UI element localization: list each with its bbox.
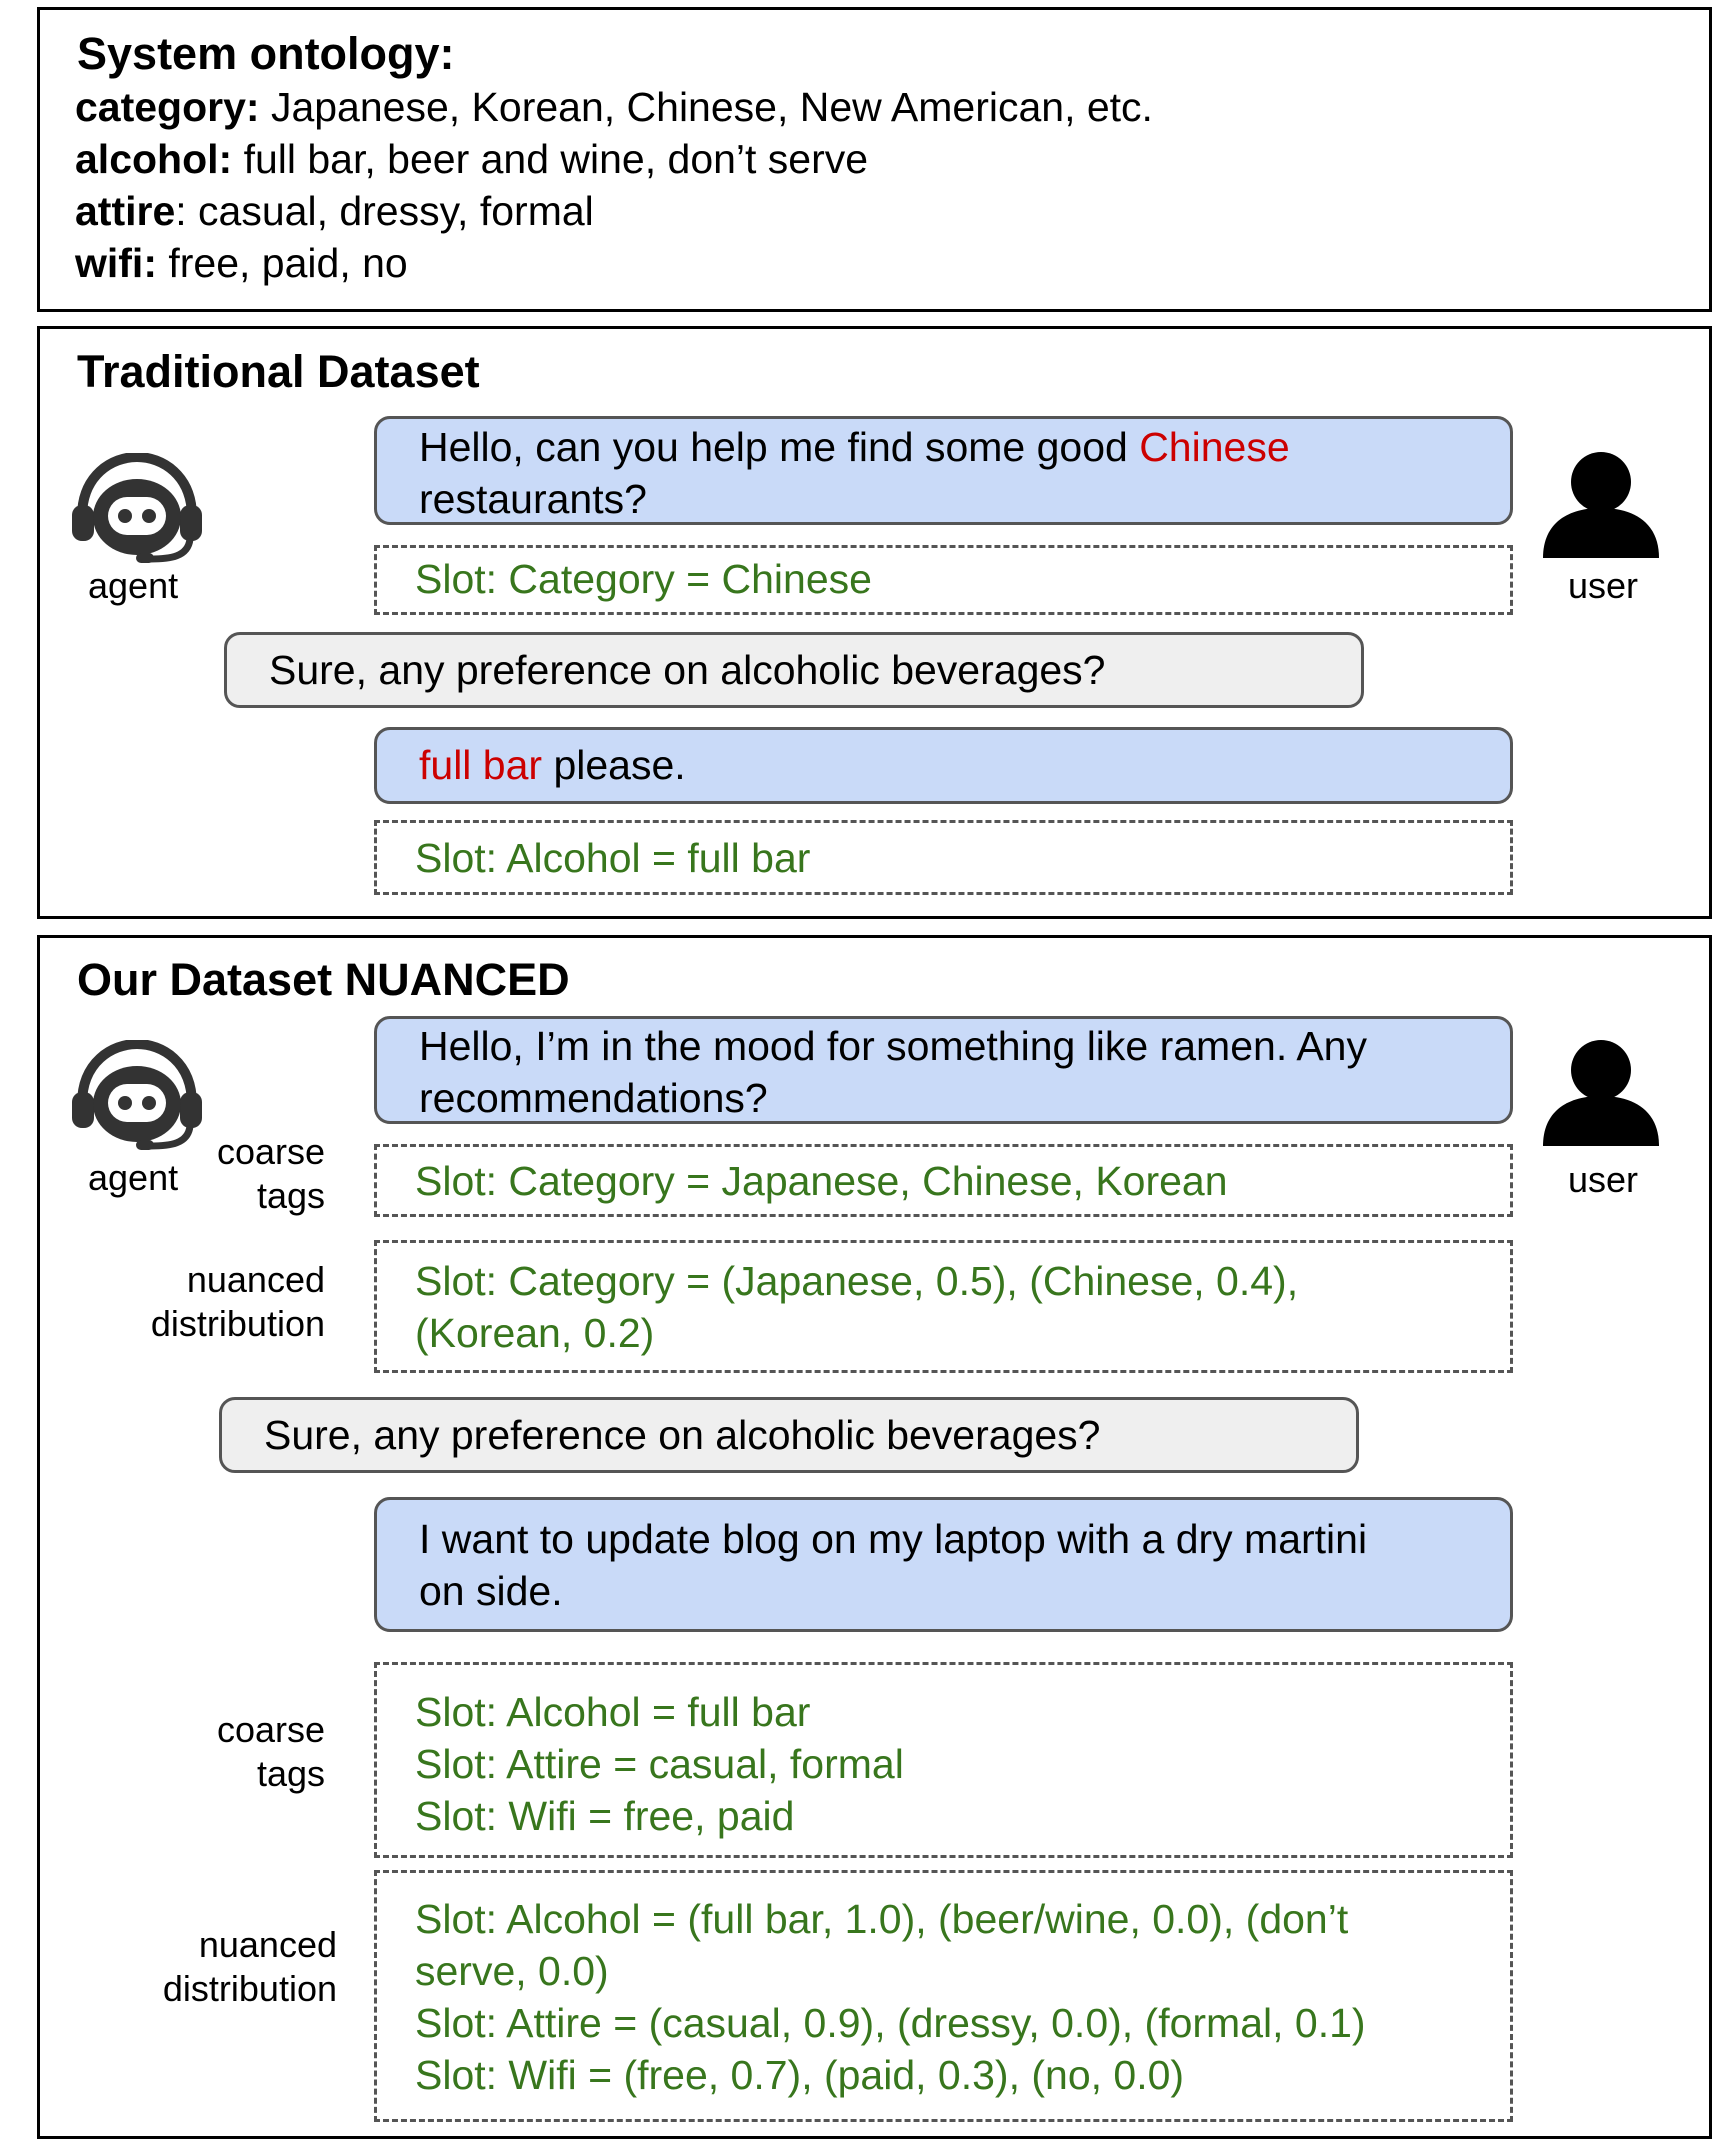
nuanced-user-message-1 bbox=[374, 1016, 1513, 1124]
nuanced-user-message-2 bbox=[374, 1497, 1513, 1632]
traditional-user-message-2 bbox=[374, 727, 1513, 804]
coarse-label-line1: coarse bbox=[216, 1131, 325, 1172]
ontology-alcohol bbox=[75, 133, 868, 185]
coarse-label-line1: coarse bbox=[216, 1709, 325, 1750]
slot-line-alcohol: Slot: Alcohol = (full bar, 1.0), (beer/wine, 0.0), (don’t bbox=[415, 1896, 1349, 1942]
ontology-alcohol-key: alcohol: bbox=[75, 136, 233, 182]
agent-message-text: Sure, any preference on alcoholic beverages? bbox=[269, 647, 1106, 693]
slot-line-attire: Slot: Attire = (casual, 0.9), (dressy, 0.0), (formal, 0.1) bbox=[415, 2000, 1366, 2046]
ontology-attire-value: : casual, dressy, formal bbox=[175, 188, 594, 234]
nuanced-distribution-slot-1 bbox=[374, 1240, 1513, 1373]
nuanced-coarse-slot-2 bbox=[374, 1662, 1513, 1858]
nuanced-label-line1: nuanced bbox=[186, 1259, 325, 1300]
slot-line-1: Slot: Category = (Japanese, 0.5), (Chinese, 0.4), bbox=[415, 1258, 1299, 1304]
slot-line-alcohol: Slot: Alcohol = full bar bbox=[415, 1689, 811, 1735]
nuanced-distribution-slot-2 bbox=[374, 1870, 1513, 2122]
ontology-attire-key: attire bbox=[75, 188, 176, 234]
agent-message-text: Sure, any preference on alcoholic beverages? bbox=[264, 1412, 1101, 1458]
traditional-slot-2 bbox=[374, 820, 1513, 895]
ontology-category-value: Japanese, Korean, Chinese, New American, etc. bbox=[259, 84, 1153, 130]
slot-line-alcohol-cont: serve, 0.0) bbox=[415, 1948, 609, 1994]
nuanced-label-line2: distribution bbox=[162, 1968, 337, 2009]
nuanced-agent-message bbox=[219, 1397, 1359, 1473]
ontology-attire bbox=[75, 185, 594, 237]
nuanced-distribution-label bbox=[163, 1923, 337, 2011]
traditional-agent-message bbox=[224, 632, 1364, 708]
slot-line-attire: Slot: Attire = casual, formal bbox=[415, 1741, 904, 1787]
traditional-user-message-1 bbox=[374, 416, 1513, 525]
message-line-2: recommendations? bbox=[419, 1075, 768, 1121]
robot-agent-icon bbox=[70, 1040, 204, 1152]
message-text: please. bbox=[542, 742, 686, 788]
coarse-tags-label bbox=[217, 1130, 325, 1218]
ontology-wifi bbox=[75, 237, 408, 289]
coarse-tags-label bbox=[217, 1708, 325, 1796]
highlighted-entity: full bar bbox=[419, 742, 543, 788]
ontology-alcohol-value: full bar, beer and wine, don’t serve bbox=[232, 136, 869, 182]
slot-line-wifi: Slot: Wifi = (free, 0.7), (paid, 0.3), (no, 0.0) bbox=[415, 2052, 1185, 2098]
slot-text: Slot: Category = Japanese, Chinese, Korean bbox=[415, 1158, 1228, 1204]
nuanced-distribution-label bbox=[151, 1258, 325, 1346]
ontology-category bbox=[75, 81, 1153, 133]
traditional-user-message-1-line1 bbox=[419, 421, 1510, 473]
slot-line-2: (Korean, 0.2) bbox=[415, 1310, 655, 1356]
slot-line-wifi: Slot: Wifi = free, paid bbox=[415, 1793, 795, 1839]
nuanced-label-line1: nuanced bbox=[198, 1924, 337, 1965]
highlighted-entity: Chinese bbox=[1139, 424, 1290, 470]
ontology-wifi-value: free, paid, no bbox=[156, 240, 408, 286]
ontology-category-key: category: bbox=[75, 84, 260, 130]
nuanced-agent-label: agent bbox=[88, 1157, 179, 1198]
slot-text: Slot: Alcohol = full bar bbox=[415, 835, 811, 881]
nuanced-title: Our Dataset NUANCED bbox=[77, 954, 570, 1005]
traditional-slot-1 bbox=[374, 545, 1513, 615]
robot-agent-icon bbox=[70, 453, 204, 565]
nuanced-coarse-slot-1 bbox=[374, 1144, 1513, 1217]
message-text: Hello, can you help me find some good bbox=[419, 424, 1140, 470]
traditional-agent-label: agent bbox=[88, 565, 179, 606]
traditional-title: Traditional Dataset bbox=[77, 346, 480, 397]
ontology-title: System ontology: bbox=[77, 28, 455, 79]
user-person-icon bbox=[1543, 450, 1659, 558]
ontology-wifi-key: wifi: bbox=[75, 240, 157, 286]
coarse-label-line2: tags bbox=[256, 1175, 325, 1216]
slot-text: Slot: Category = Chinese bbox=[415, 556, 872, 602]
message-line-1: Hello, I’m in the mood for something like ramen. Any bbox=[419, 1023, 1367, 1069]
nuanced-label-line2: distribution bbox=[150, 1303, 325, 1344]
message-line-2: on side. bbox=[419, 1568, 563, 1614]
coarse-label-line2: tags bbox=[256, 1753, 325, 1794]
traditional-user-label: user bbox=[1568, 565, 1639, 606]
message-line-1: I want to update blog on my laptop with a dry martini bbox=[419, 1516, 1368, 1562]
traditional-user-message-1-line2: restaurants? bbox=[419, 476, 647, 522]
user-person-icon bbox=[1543, 1038, 1659, 1146]
nuanced-user-label: user bbox=[1568, 1159, 1639, 1200]
